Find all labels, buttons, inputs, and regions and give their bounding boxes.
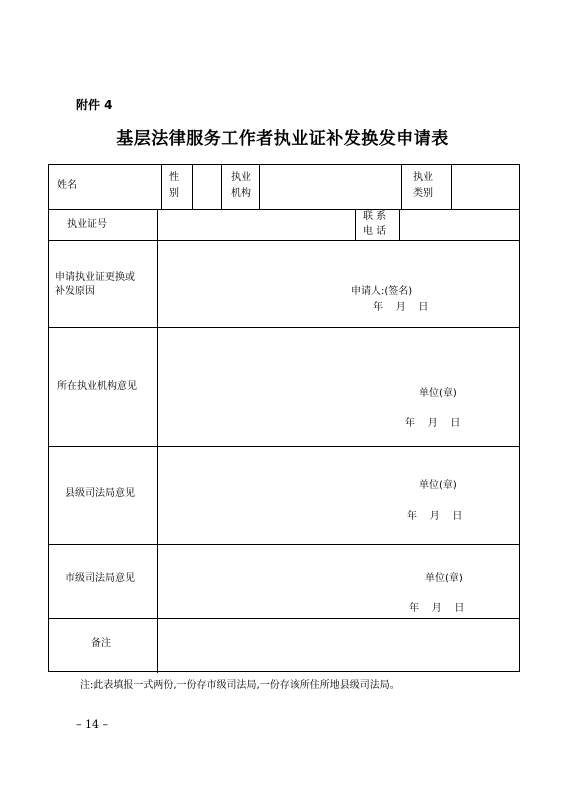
attachment-label: 附件 4 bbox=[76, 98, 113, 112]
institution-label-line1: 执业 bbox=[231, 172, 251, 183]
application-date: 年 月 日 bbox=[373, 302, 429, 313]
col-divider bbox=[192, 165, 193, 209]
col-divider bbox=[401, 165, 402, 209]
row-divider bbox=[49, 240, 519, 241]
institution-opinion-date: 年 月 日 bbox=[405, 418, 461, 429]
city-seal-label: 单位(章) bbox=[425, 573, 463, 584]
reason-label-line1: 申请执业证更换或 bbox=[55, 272, 135, 283]
city-opinion-label: 市级司法局意见 bbox=[65, 573, 135, 584]
col-divider bbox=[355, 209, 356, 240]
category-label-line2: 类别 bbox=[413, 188, 433, 199]
county-seal-label: 单位(章) bbox=[419, 480, 457, 491]
institution-seal-label: 单位(章) bbox=[419, 388, 457, 399]
col-divider bbox=[259, 165, 260, 209]
phone-label-line2: 电 话 bbox=[363, 226, 387, 237]
application-form-table bbox=[48, 164, 520, 672]
footnote: 注:此表填报一式两份,一份存市级司法局,一份存该所住所地县级司法局。 bbox=[80, 680, 400, 691]
page-number: – 14 – bbox=[76, 718, 108, 731]
gender-label-line1: 性 bbox=[169, 172, 179, 183]
category-label-line1: 执业 bbox=[413, 172, 433, 183]
city-opinion-date: 年 月 日 bbox=[409, 603, 465, 614]
col-divider bbox=[221, 165, 222, 209]
institution-opinion-label: 所在执业机构意见 bbox=[57, 381, 137, 392]
row-divider bbox=[49, 327, 519, 328]
row-divider bbox=[49, 618, 519, 619]
row-divider bbox=[49, 209, 519, 210]
applicant-signature-label: 申请人:(签名) bbox=[351, 286, 413, 297]
gender-label-line2: 别 bbox=[169, 188, 179, 199]
col-divider bbox=[451, 165, 452, 209]
col-divider bbox=[399, 209, 400, 240]
remarks-label: 备注 bbox=[91, 638, 111, 649]
institution-label-line2: 机构 bbox=[231, 188, 251, 199]
reason-label-line2: 补发原因 bbox=[55, 286, 95, 297]
county-opinion-label: 县级司法局意见 bbox=[65, 488, 135, 499]
row-divider bbox=[49, 446, 519, 447]
form-title: 基层法律服务工作者执业证补发换发申请表 bbox=[116, 129, 449, 149]
cert-number-label: 执业证号 bbox=[67, 219, 107, 230]
phone-label-line1: 联 系 bbox=[363, 211, 387, 222]
row-divider bbox=[49, 544, 519, 545]
col-divider bbox=[161, 165, 162, 209]
name-label: 姓名 bbox=[57, 180, 77, 191]
col-divider bbox=[157, 209, 158, 673]
county-opinion-date: 年 月 日 bbox=[407, 511, 463, 522]
